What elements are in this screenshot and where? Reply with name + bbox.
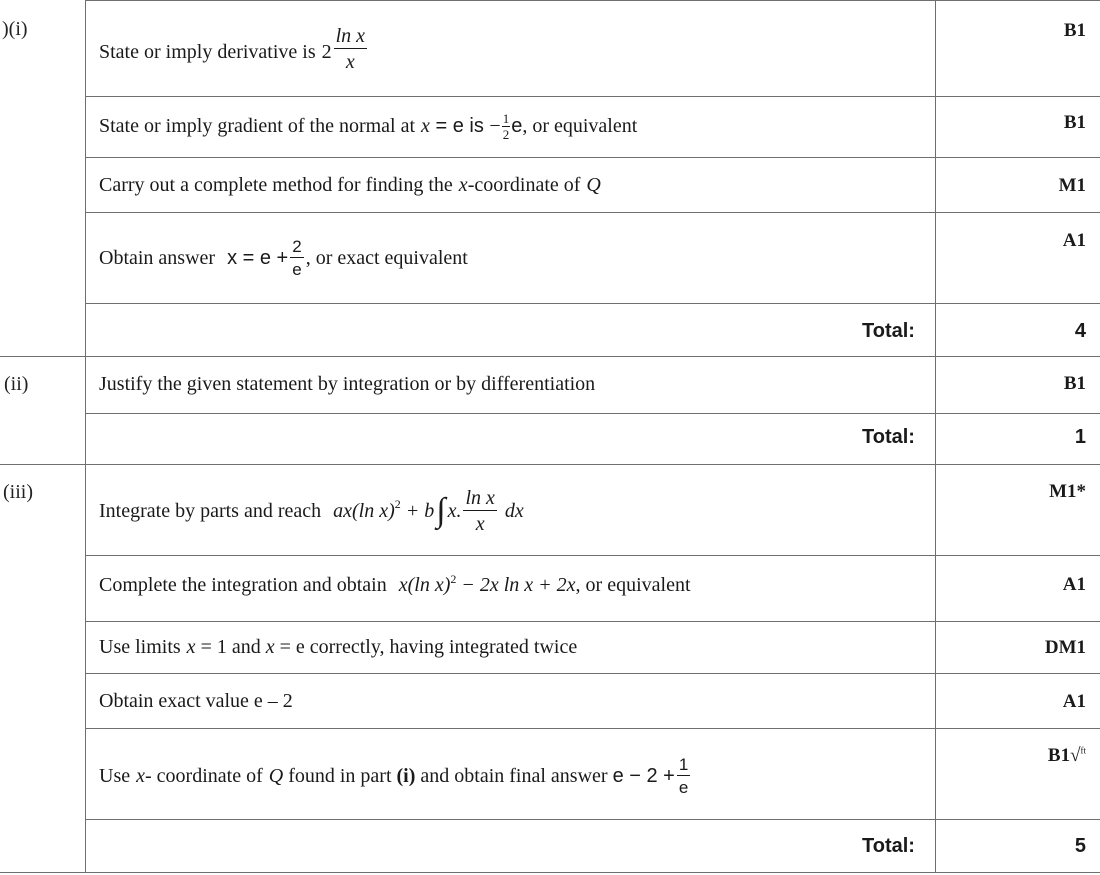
mark-text: B1√ [1047,745,1081,766]
exponent: 2 [450,572,457,586]
grid-line [85,728,1100,729]
grid-line [85,157,1100,158]
text: -coordinate of [467,174,581,196]
mark: B1 [1063,373,1086,394]
math-expression: x(ln x) [398,574,451,596]
fraction [290,238,303,278]
fraction-numerator: ln x [465,487,495,509]
row-text [99,574,691,597]
row-text [99,745,692,807]
fraction [677,756,690,796]
text: Use [99,764,131,787]
grid-line [85,819,1100,820]
fraction-denominator: e [292,260,302,279]
integral-sign: ∫ [436,492,446,529]
row-text [99,373,595,396]
fraction [463,488,496,534]
grid-line [85,555,1100,556]
fraction-denominator: e [678,778,689,797]
grid-line [85,0,1100,1]
text: Use limits [99,636,181,658]
fraction-numerator: 1 [678,755,689,774]
grid-line [85,413,1100,414]
mark: DM1 [1044,637,1086,658]
total-label: Total: [862,426,915,448]
variable: x [186,636,196,658]
mark: M1 [1058,175,1086,196]
math-expression: + b [400,499,435,522]
row-text [99,228,468,288]
row-text [99,174,601,197]
text: = e correctly, having integrated twice [274,636,578,658]
mark: B1 [1063,112,1086,133]
fraction-numerator: 2 [292,237,302,256]
row-text [99,18,369,86]
text: , or equivalent [575,574,691,596]
text: Integrate by parts and reach [99,499,322,522]
text: , or exact equivalent [305,246,468,269]
grid-line [85,621,1100,622]
text: − [489,115,501,137]
total-label: Total: [862,320,915,342]
fraction-denominator: x [475,513,485,535]
grid-line [85,673,1100,674]
math-expression: x = e + [227,246,289,269]
mark: B1 [1063,20,1086,41]
text: = e is [429,115,490,137]
variable: Q [268,764,284,787]
fraction-numerator: 1 [502,111,510,126]
fraction-denominator: 2 [502,127,510,142]
math-expression: ax(ln x) [333,499,395,522]
part-label: (ii) [4,373,29,395]
text: - coordinate of [145,764,263,787]
math-expression: e − 2 + [612,764,675,787]
text: , or equivalent [522,115,638,137]
total-value: 1 [1074,426,1086,448]
total-label: Total: [862,835,915,857]
variable: x [458,174,468,196]
text: Complete the integration and obtain [99,574,387,596]
mark: A1 [1062,691,1086,712]
variable: x [421,115,430,137]
grid-line [85,303,1100,304]
row-text [99,636,577,659]
mark [1048,745,1086,767]
mark: M1* [1049,481,1086,502]
grid-line [935,0,936,873]
text: e [511,115,523,137]
total-value: 5 [1074,835,1086,857]
exponent: 2 [394,496,401,511]
total-value: 4 [1074,320,1086,342]
text: State or imply derivative is [99,40,316,63]
coefficient: 2 [321,40,332,63]
text: = 1 and [195,636,266,658]
part-label: )(i) [2,18,28,40]
text: Obtain answer [99,246,216,269]
text: Justify the given statement by integration or by differentiation [99,373,596,395]
math-expression: − 2x ln x + 2x [456,574,576,596]
part-label: (iii) [3,481,33,503]
text: found in part [283,764,397,787]
variable: x [265,636,275,658]
fraction-denominator: x [345,51,355,73]
grid-line [85,96,1100,97]
part-reference: (i) [396,764,416,787]
math-expression: dx [504,499,524,522]
row-text [99,690,293,713]
variable: Q [586,174,601,196]
follow-through-tick: ft [1080,745,1086,756]
row-text [99,112,637,141]
math-expression: x. [447,499,462,522]
fraction-numerator: ln x [335,25,366,47]
variable: x [136,764,145,787]
fraction [334,26,367,72]
row-text [99,478,524,544]
text: Carry out a complete method for finding the [99,174,453,196]
grid-line [85,0,86,873]
fraction [502,112,511,141]
text: State or imply gradient of the normal at [99,115,416,137]
grid-line [85,212,1100,213]
mark: A1 [1062,574,1086,595]
text: Obtain exact value e – 2 [99,690,293,712]
mark: A1 [1062,230,1086,251]
text: and obtain final answer [415,764,613,787]
